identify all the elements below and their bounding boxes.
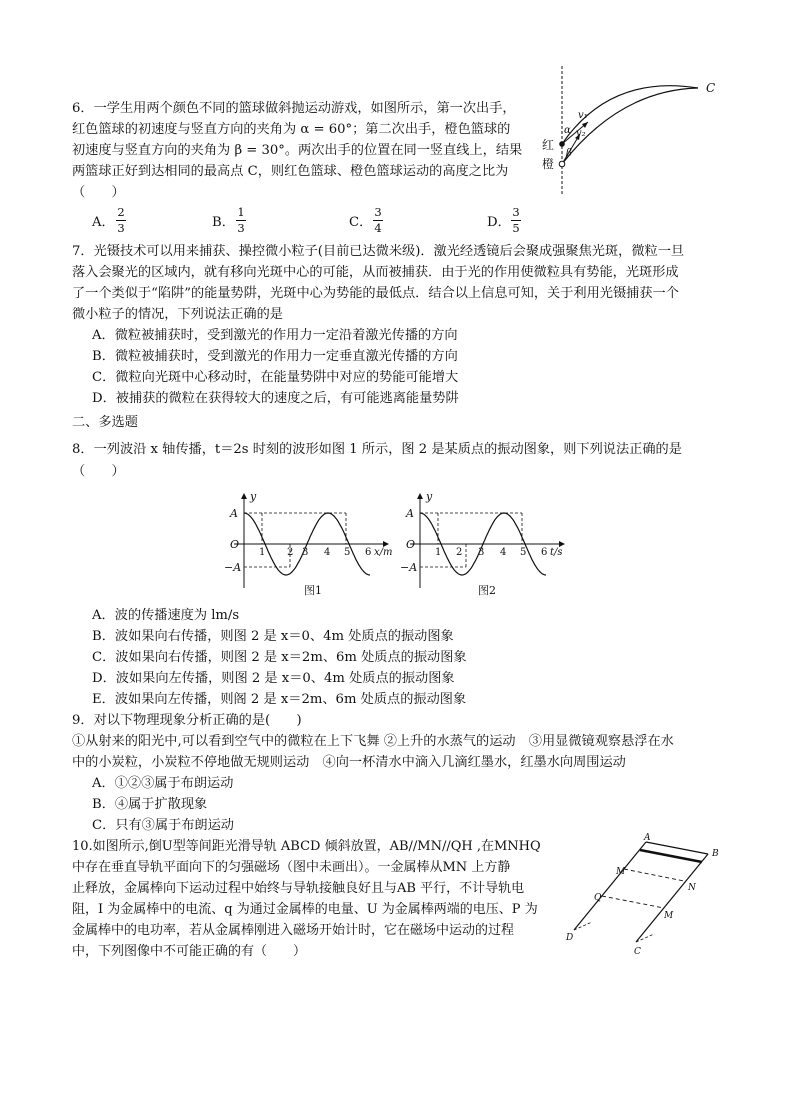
orange-label: 橙 [542, 157, 555, 171]
q6-projectile-figure [540, 62, 730, 202]
q6-line-5: （ ） [72, 185, 125, 200]
q9-line-1: 9．对以下物理现象分析正确的是( ) [72, 713, 302, 728]
q6-option-b-num: 1 [237, 205, 245, 219]
q8-fig1-tick-2: 2 [287, 547, 294, 558]
v1-label: v₁ [578, 110, 588, 121]
q7-option-a[interactable]: A．微粒被捕获时，受到激光的作用力一定沿着激光传播的方向 [92, 328, 458, 343]
q10-line-3: 止释放，金属棒向下运动过程中始终与导轨接触良好且与AB 平行，不计导轨电 [72, 881, 525, 896]
q8-fig2-neg-a-label: −A [400, 561, 418, 574]
q8-fig2-y-label: y [426, 490, 433, 503]
rail-label-q: Q [594, 893, 602, 903]
q6-option-c-label: C． [349, 215, 373, 230]
q8-fig2-origin-label: O [406, 538, 416, 551]
q8-fig2-tick-3: 3 [478, 547, 485, 558]
q8-option-b[interactable]: B．波如果向右传播，则图 2 是 x＝0、4m 处质点的振动图象 [92, 629, 454, 644]
rail-label-c: C [634, 947, 641, 957]
q6-line-1: 6．一学生用两个颜色不同的篮球做斜抛运动游戏，如图所示，第一次出手， [72, 101, 516, 116]
q6-option-a-fraction [116, 206, 126, 235]
q8-fig1-tick-6: 6 [365, 547, 372, 558]
q10-line-4: 阻，I 为金属棒中的电流、q 为通过金属棒的电量、U 为金属棒两端的电压、P 为 [72, 902, 538, 917]
q6-option-b-label: B． [212, 215, 235, 230]
q8-fig1-tick-3: 3 [302, 547, 309, 558]
q8-fig1-tick-1: 1 [259, 547, 266, 558]
red-label: 红 [542, 138, 555, 152]
q7-option-b[interactable]: B．微粒被捕获时，受到激光的作用力一定垂直激光传播的方向 [92, 349, 458, 364]
q8-fig1-a-label: A [230, 507, 238, 520]
q10-line-6: 中，下列图像中不可能正确的有（ ） [72, 944, 307, 959]
rail-label-n: N [688, 883, 696, 893]
section-multi-choice-heading: 二、多选题 [72, 415, 138, 430]
q7-option-c[interactable]: C．微粒向光斑中心移动时，在能量势阱中对应的势能可能增大 [92, 370, 459, 385]
q9-option-a[interactable]: A．①②③属于布朗运动 [92, 776, 234, 791]
q8-fig2-tick-6: 6 [541, 547, 548, 558]
q7-line-2: 落入会聚光的区域内，就有移向光斑中心的可能，从而被捕获．由于光的作用使微粒具有势能，光斑形成 [72, 265, 679, 280]
q10-line-2: 中存在垂直导轨平面向下的匀强磁场（图中未画出）。一金属棒从MN 上方静 [72, 860, 511, 875]
q8-figure-1 [224, 488, 404, 598]
rail-label-m2: M [664, 911, 674, 921]
q7-line-1: 7．光镊技术可以用来捕获、操控微小粒子(目前已达微米级)．激光经透镜后会聚成强聚焦光斑，微粒一旦 [72, 244, 685, 259]
rail-label-d: D [566, 933, 574, 943]
q6-option-c-num: 3 [374, 205, 382, 219]
q9-line-3: 中的小炭粒，小炭粒不停地做无规则运动 ④向一杯清水中滴入几滴红墨水，红墨水向周围运动 [72, 755, 626, 770]
q8-fig1-caption: 图1 [304, 584, 322, 597]
q8-fig2-tick-4: 4 [500, 547, 507, 558]
q6-option-d-fraction [511, 206, 521, 235]
rail-label-a: A [644, 833, 651, 843]
q9-option-b[interactable]: B．④属于扩散现象 [92, 797, 208, 812]
q6-line-3: 初速度与竖直方向的夹角为 β = 30°。两次出手的位置在同一竖直线上，结果 [72, 143, 523, 158]
q6-option-c-den: 4 [374, 221, 382, 235]
q6-option-d-den: 5 [512, 221, 520, 235]
q8-option-a[interactable]: A．波的传播速度为 lm/s [92, 608, 240, 623]
q9-line-2: ①从射来的阳光中,可以看到空气中的微粒在上下飞舞 ②上升的水蒸气的运动 ③用显微镜观察悬浮在水 [72, 734, 674, 749]
q6-option-a-den: 3 [117, 221, 125, 235]
orange-ball [559, 161, 565, 167]
q10-line-5: 金属棒中的电功率，若从金属棒刚进入磁场开始计时，它在磁场中运动的过程 [72, 923, 515, 938]
q8-fig1-x-label: x/m [374, 547, 393, 558]
q8-fig2-x-label: t/s [550, 547, 563, 558]
q7-line-3: 了一个类似于“陷阱”的能量势阱，光斑中心为势能的最低点．结合以上信息可知，关于利用光镊捕获一个 [72, 286, 679, 301]
q8-fig1-tick-4: 4 [324, 547, 331, 558]
q6-option-d-num: 3 [512, 205, 520, 219]
q8-fig1-tick-5: 5 [344, 547, 351, 558]
q6-option-b-den: 3 [237, 221, 245, 235]
beta-label: β [566, 148, 572, 159]
q10-rail-figure [560, 832, 730, 962]
q8-fig2-tick-1: 1 [435, 547, 442, 558]
red-ball [559, 141, 565, 147]
q6-option-b-fraction [236, 206, 246, 235]
q8-fig1-origin-label: O [230, 538, 240, 551]
q8-option-c[interactable]: C．波如果向右传播，则图 2 是 x＝2m、6m 处质点的振动图象 [92, 650, 467, 665]
q8-fig2-tick-5: 5 [520, 547, 527, 558]
rail-label-b: B [712, 849, 719, 859]
q8-fig2-tick-2: 2 [456, 547, 463, 558]
q6-option-d-label: D． [487, 215, 511, 230]
q7-option-d[interactable]: D．被捕获的微粒在获得较大的速度之后，有可能逃离能量势阱 [92, 391, 459, 406]
q8-fig2-a-label: A [406, 507, 414, 520]
q8-fig1-y-label: y [250, 490, 257, 503]
q6-line-4: 两篮球正好到达相同的最高点 C，则红色篮球、橙色篮球运动的高度之比为 [72, 164, 509, 179]
point-c-label: C [706, 81, 716, 95]
v2-label: v₂ [576, 128, 586, 139]
q8-option-d[interactable]: D．波如果向左传播，则图 2 是 x＝0、4m 处质点的振动图象 [92, 671, 455, 686]
rail-label-m: M [616, 867, 626, 877]
q8-line-1: 8．一列波沿 x 轴传播，t＝2s 时刻的波形如图 1 所示，图 2 是某质点的振动图象，则下列说法正确的是 [72, 442, 682, 457]
q8-fig1-neg-a-label: −A [224, 561, 242, 574]
q10-line-1: 10.如图所示,倒U型等间距光滑导轨 ABCD 倾斜放置，AB//MN//QH ,在MNHQ [72, 839, 541, 854]
q7-line-4: 微小粒子的情况，下列说法正确的是 [72, 307, 283, 322]
alpha-label: α [564, 125, 571, 136]
q8-fig2-caption: 图2 [478, 584, 496, 597]
q8-option-e[interactable]: E．波如果向左传播，则阁 2 是 x＝2m、6m 处质点的振动图象 [92, 692, 467, 707]
q6-option-c-fraction [373, 206, 383, 235]
q6-option-a-label: A． [92, 215, 115, 230]
q6-option-a-num: 2 [117, 205, 125, 219]
q8-line-2: （ ） [72, 464, 125, 479]
q8-figure-2 [400, 488, 580, 598]
q6-line-2: 红色篮球的初速度与竖直方向的夹角为 α = 60°；第二次出手，橙色篮球的 [72, 122, 511, 137]
q9-option-c[interactable]: C．只有③属于布朗运动 [92, 818, 234, 833]
